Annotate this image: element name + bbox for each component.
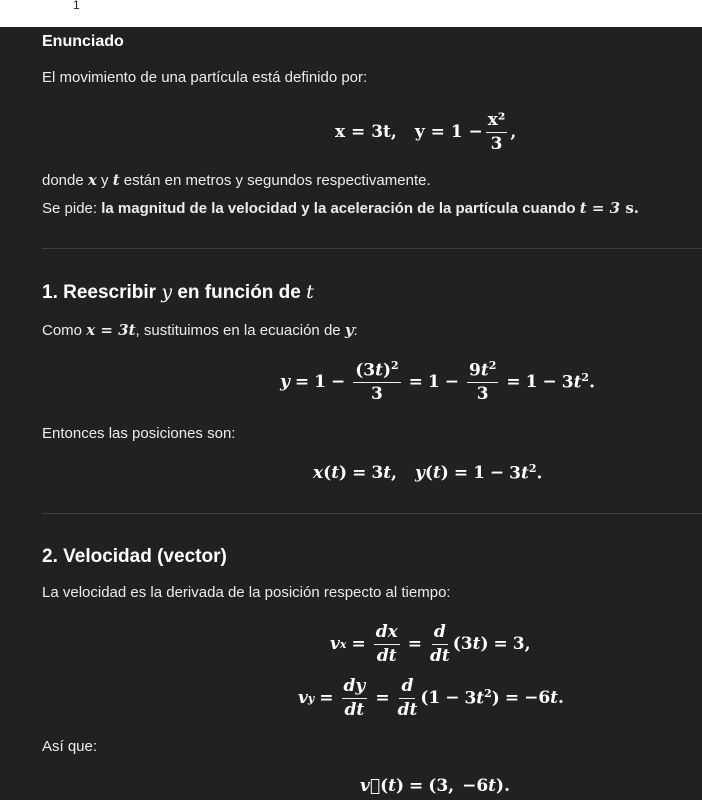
asi-que-text: Así que:	[42, 738, 98, 755]
section1-title-mid: en función de	[172, 282, 307, 303]
se-pide-pre: Se pide:	[42, 200, 102, 217]
como-math: x = 3t	[86, 321, 136, 339]
equation-y-lhs: y = 1 −	[414, 122, 483, 142]
velocidad-intro: La velocidad es la derivada de la posición respecto al tiempo:	[42, 584, 451, 601]
page-header-bar	[0, 0, 702, 27]
equation-motion: x = 3t, y = 1 − $\frac{\text{x²}}{3}$ ,	[335, 109, 517, 154]
donde-y-word: y	[96, 172, 113, 189]
como-mid: , sustituimos en la ecuación de	[135, 322, 345, 339]
section2-heading: 2. Velocidad (vector)	[42, 546, 227, 567]
donde-text	[42, 171, 431, 189]
como-text	[42, 321, 358, 339]
donde-var-x: x	[87, 171, 97, 189]
como-var: y	[344, 321, 354, 339]
entonces-text: Entonces las posiciones son:	[42, 425, 236, 442]
equation-vx: v x = $\frac{dx}{dt}$ = $\frac{d}{dt}$ (3t) = 3,	[330, 621, 531, 666]
se-pide-math: t = 3	[579, 199, 621, 217]
donde-pre: donde	[42, 172, 88, 189]
donde-post: están en metros y segundos respectivamente.	[119, 172, 431, 189]
section1-title-var-t: t	[306, 281, 314, 303]
divider-2	[42, 513, 702, 514]
equation-positions: x ( t ) = 3t, y ( t ) = 1 − $3t^2$.	[313, 462, 543, 484]
equation-y-substitution: y = 1 − $\frac{(3t)^2}{3}$ = 1 − $\frac{9t^2}{3}$ = 1 − $3t^2$.	[280, 358, 595, 405]
enunciado-heading: Enunciado	[42, 33, 124, 50]
como-post: :	[353, 322, 358, 339]
page-number: 1	[73, 0, 80, 12]
como-pre: Como	[42, 322, 87, 339]
se-pide-unit: s.	[620, 199, 639, 217]
equation-x: x = 3t,	[335, 122, 397, 142]
se-pide-text	[42, 199, 639, 217]
equation-vy: v y = $\frac{dy}{dt}$ = $\frac{d}{dt}$ (1 − $3t^2$) = −6t.	[298, 675, 564, 720]
fraction-numerator: x²	[486, 111, 508, 133]
se-pide-bold: la magnitud de la velocidad y la aceleración de la partícula cuando	[101, 200, 580, 217]
section1-title-pre: 1. Reescribir	[42, 282, 162, 303]
donde-var-t: t	[112, 171, 120, 189]
divider-1	[42, 248, 702, 249]
equation-y-fraction	[486, 111, 508, 153]
fraction-denominator: 3	[490, 133, 503, 154]
section1-title-var-y: y	[161, 281, 173, 303]
section1-heading	[42, 281, 314, 304]
enunciado-intro: El movimiento de una partícula está definido por:	[42, 69, 368, 86]
equation-velocity-vector: v⃗ ( t ) = (3, −6t).	[360, 776, 510, 796]
